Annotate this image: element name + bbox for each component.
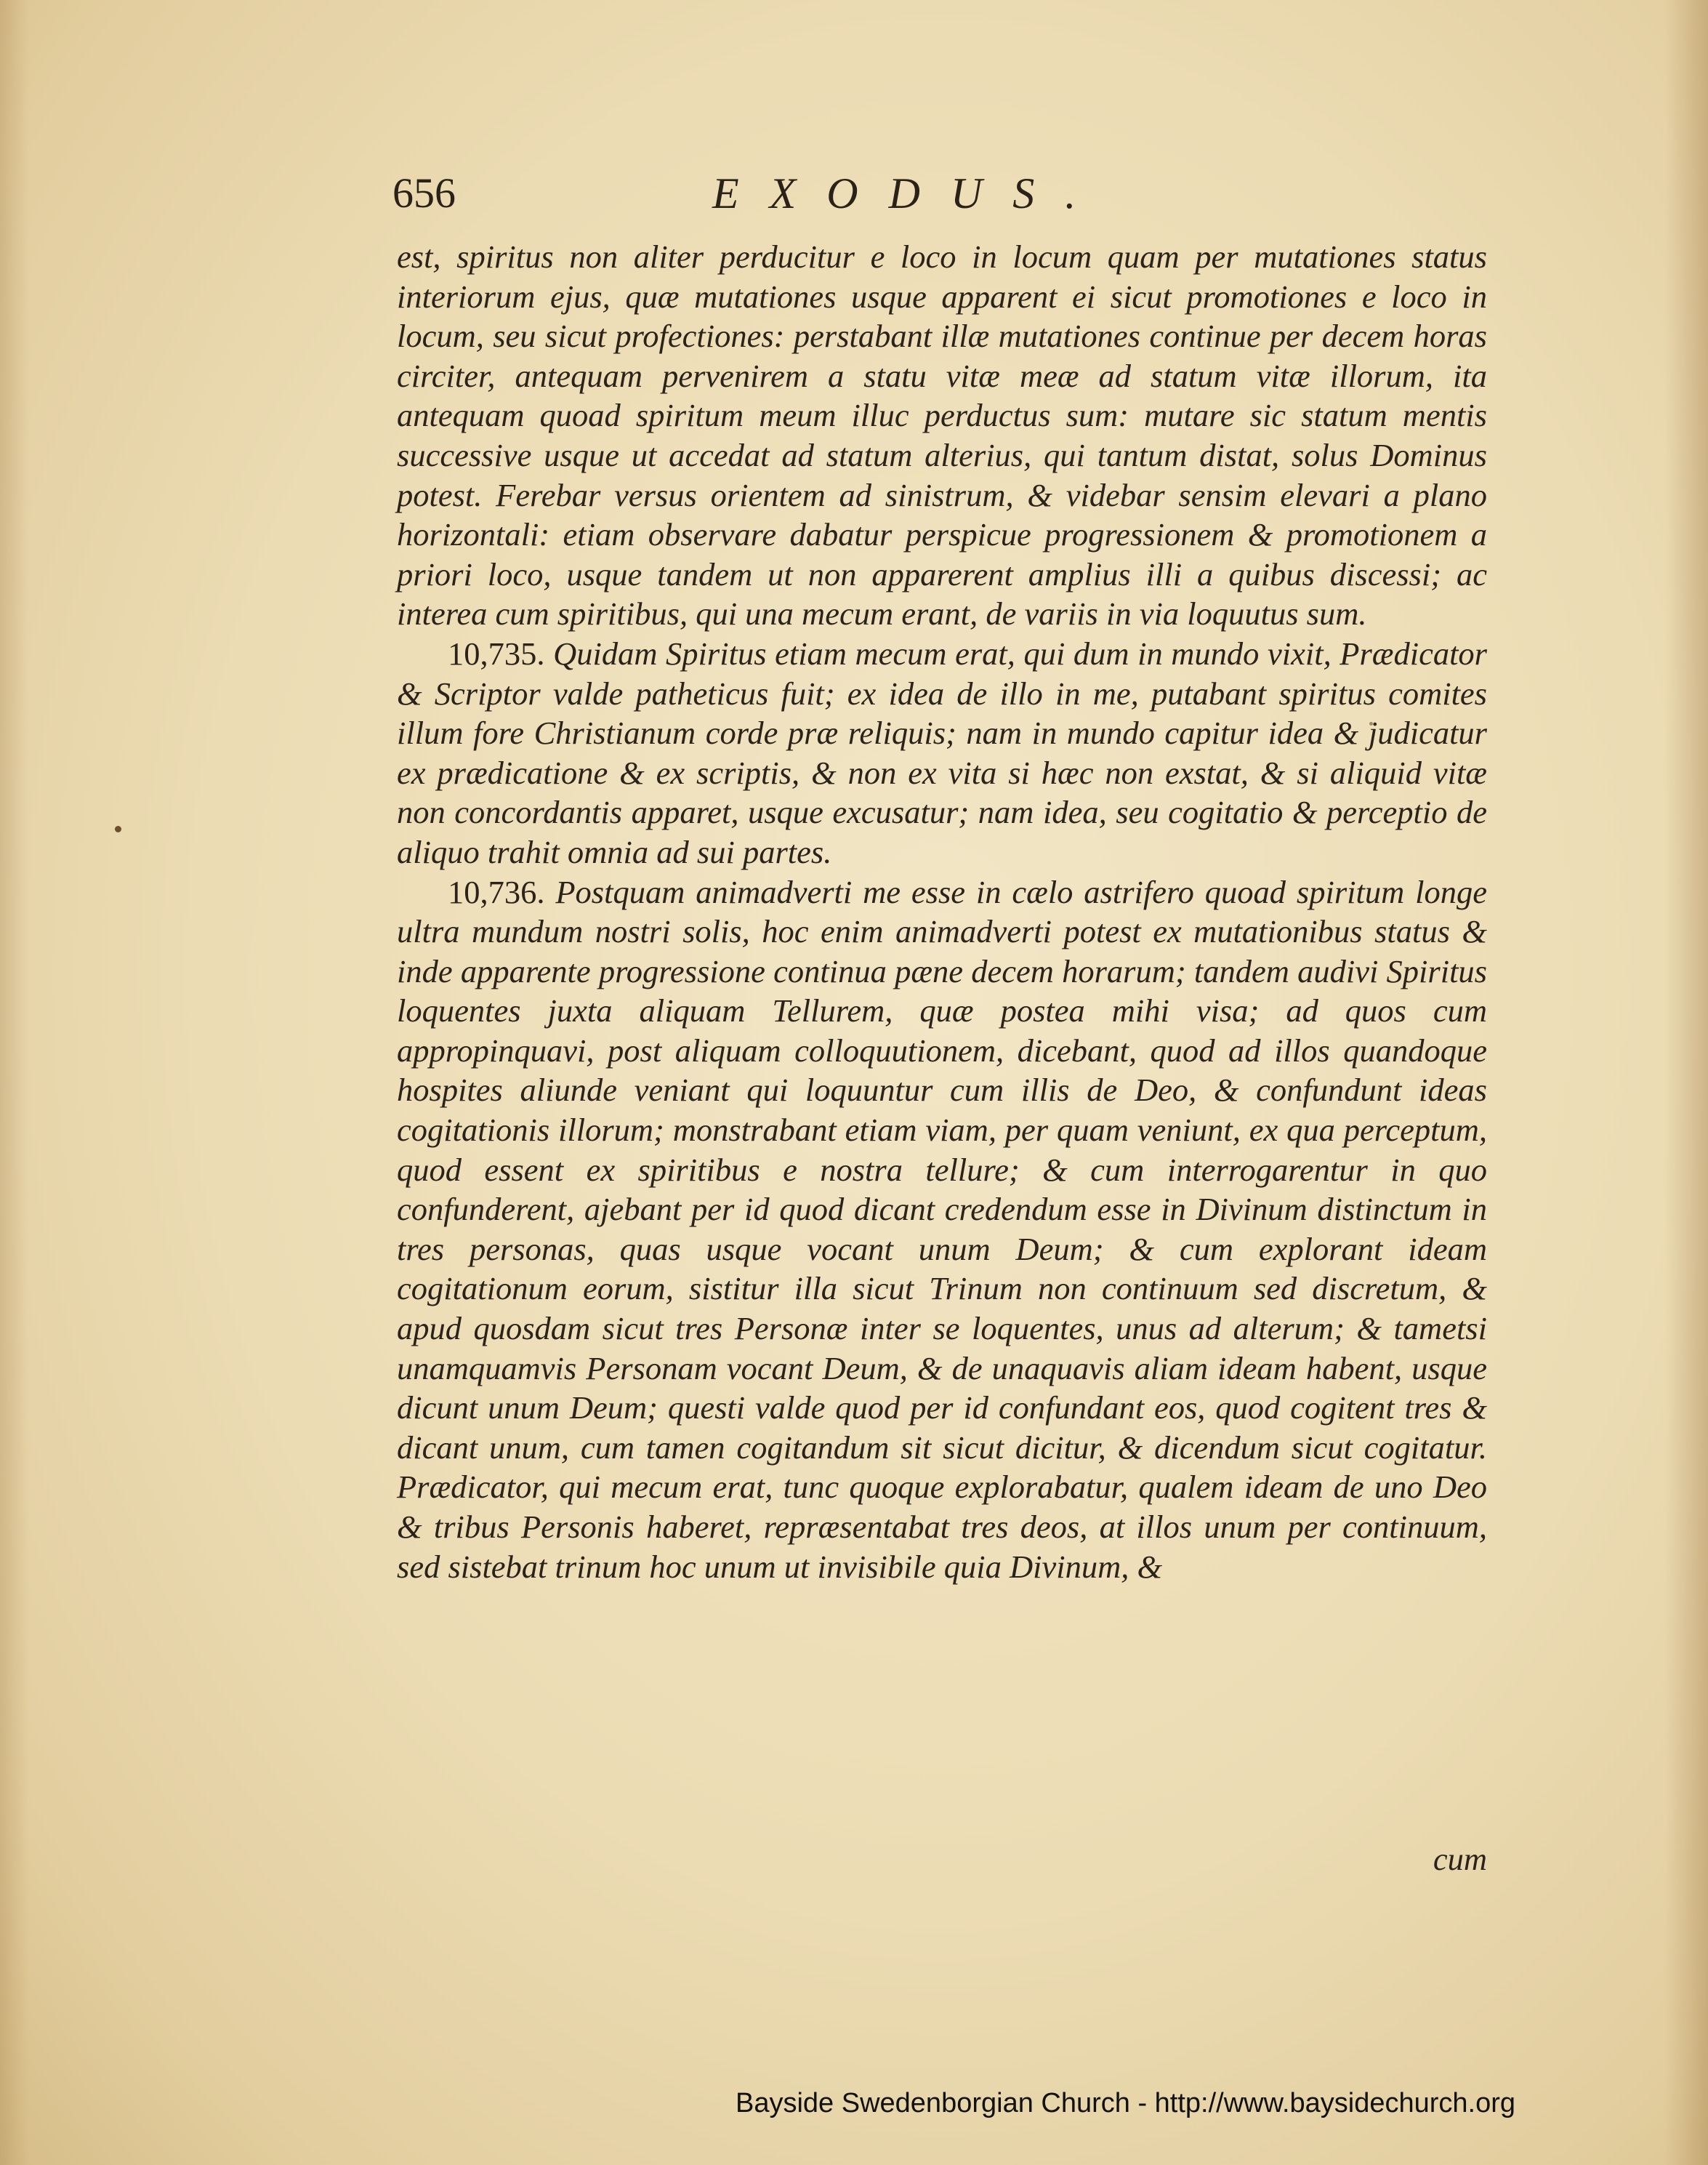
paragraph-number: 10,735. bbox=[448, 635, 545, 672]
paragraph-number: 10,736. bbox=[448, 873, 545, 910]
page-header bbox=[392, 169, 1504, 227]
watermark-credit: Bayside Swedenborgian Church - http://www.baysidechurch.org bbox=[736, 2088, 1516, 2118]
page-shadow-left bbox=[0, 0, 29, 2165]
paragraph-10735 bbox=[397, 634, 1487, 872]
paragraph-text: est, spiritus non aliter perducitur e loco in locum quam per mutationes status interiorum ejus, quæ mutationes usque apparent ei sicut promotiones e loco in locum, seu sicut profectiones: perstabant illæ mutationes continue per decem horas circiter, antequam pervenirem a statu vitæ meæ ad statum vitæ illorum, ita antequam quoad spiritum meum illuc perductus sum: mutare sic statum mentis successive usque ut accedat ad statum alterius, qui tantum distat, solus Dominus potest. Ferebar versus orientem ad sinistrum, & videbar sensim elevari a plano horizontali: etiam observare dabatur perspicue progressionem & promotionem a priori loco, usque tandem ut non apparerent amplius illi a quibus discessi; ac interea cum spiritibus, qui una mecum erant, de variis in via loquutus sum. bbox=[397, 238, 1487, 632]
paragraph-10736 bbox=[397, 872, 1487, 1587]
paragraph-continued bbox=[397, 237, 1487, 634]
paragraph-text: Quidam Spiritus etiam mecum erat, qui dum in mundo vixit, Prædicator & Scriptor valde patheticus fuit; ex idea de illo in me, putabant spiritus comites illum fore Christianum corde præ reliquis; nam in mundo capitur idea & judicatur ex prædicatione & ex scriptis, & non ex vita si hæc non exstat, & si aliquid vitæ non concordantis apparet, usque excusatur; nam idea, seu cogitatio & perceptio de aliquo trahit omnia ad sui partes. bbox=[397, 635, 1488, 870]
running-title: EXODUS. bbox=[712, 169, 1107, 217]
page-shadow-right bbox=[1664, 0, 1708, 2165]
paper-speck bbox=[115, 826, 121, 832]
body-text bbox=[397, 237, 1487, 1586]
page-number: 656 bbox=[392, 169, 456, 217]
paragraph-text: Postquam animadverti me esse in cælo astrifero quoad spiritum longe ultra mundum nostri solis, hoc enim animadverti potest ex mutationibus status & inde apparente progressione continua pæne decem horarum; tandem audivi Spiritus loquentes juxta aliquam Tellurem, quæ postea mihi visa; ad quos cum appropinquavi, post aliquam colloquutionem, dicebant, quod ad illos quandoque hospites aliunde veniant qui loquuntur cum illis de Deo, & confundunt ideas cogitationis illorum; monstrabant etiam viam, per quam veniunt, ex qua perceptum, quod essent ex spiritibus e nostra tellure; & cum interrogarentur in quo confunderent, ajebant per id quod dicant credendum esse in Divinum distinctum in tres personas, quas usque vocant unum Deum; & cum explorant ideam cogitationum eorum, sistitur illa sicut Trinum non continuum sed discretum, & apud quosdam sicut tres Personæ inter se loquentes, unus ad alterum; & tametsi unamquamvis Personam vocant Deum, & de unaquavis aliam ideam habent, usque dicunt unum Deum; questi valde quod per id confundant eos, quod cogitent tres & dicant unum, cum tamen cogitandum sit sicut dicitur, & dicendum sicut cogitatur. Prædicator, qui mecum erat, tunc quoque explorabatur, qualem ideam de uno Deo & tribus Personis haberet, repræsentabat tres deos, at illos unum per continuum, sed sistebat trinum hoc unum ut invisibile quia Divinum, & bbox=[397, 873, 1488, 1585]
catchword: cum bbox=[1433, 1841, 1487, 1877]
